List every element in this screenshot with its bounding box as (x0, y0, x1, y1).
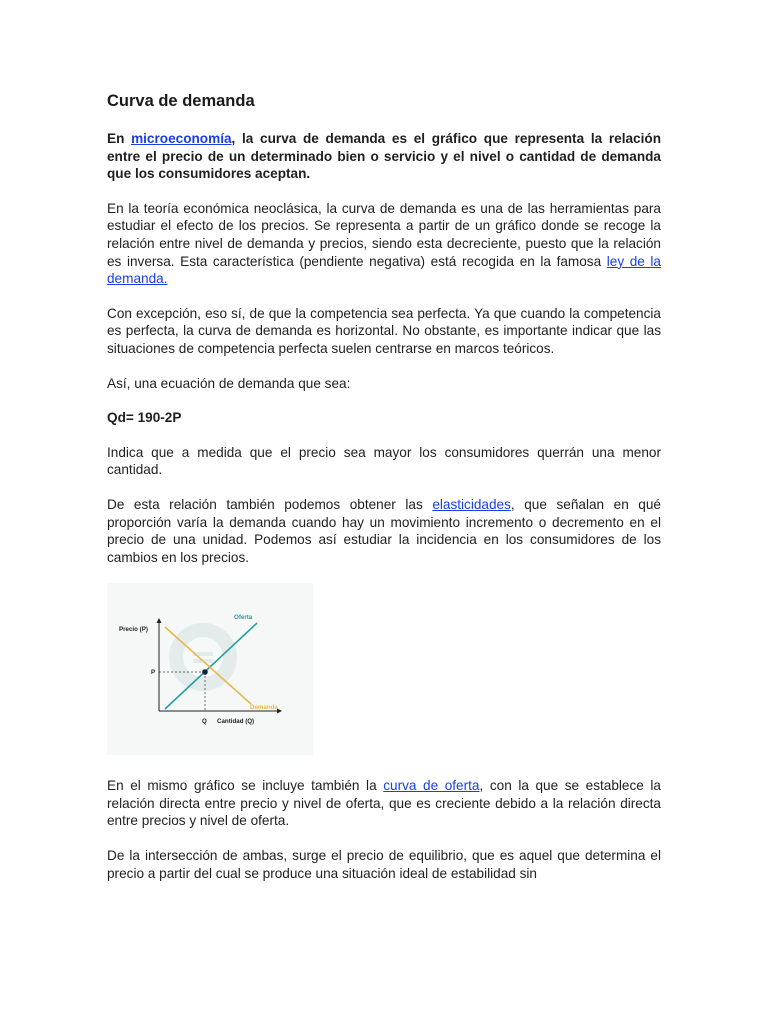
paragraph-oferta (107, 777, 661, 830)
p2-text: En la teoría económica neoclásica, la curva de demanda es una de las herramientas para estudiar el efecto de los precios. Se representa a partir de un gráfico donde se recoge la relación entre nivel de demanda y precios, siendo esta decreciente, puesto que la relación es inversa. Esta característica (pendiente negativa) está recogida en la famosa (107, 200, 661, 269)
paragraph-equilibrio: De la intersección de ambas, surge el precio de equilibrio, que es aquel que determina el precio a partir del cual se produce una situación ideal de estabilidad sin (107, 848, 661, 881)
p7-suffix: , con la que se establece la relación directa entre precio y nivel de oferta, que es creciente debido a la relación directa entre precios y nivel de oferta. (107, 778, 661, 829)
p6-prefix: De esta relación también podemos obtener las (107, 496, 433, 512)
intro-paragraph (107, 130, 661, 183)
supply-demand-chart (107, 583, 313, 755)
x-axis-label: Cantidad (Q) (217, 718, 255, 726)
paragraph-neoclasica (107, 200, 661, 288)
paragraph-indica: Indica que a medida que el precio sea mayor los consumidores querrán una menor cantidad. (107, 444, 661, 478)
ley-demanda-link[interactable]: ley de la demanda. (107, 253, 661, 287)
page-title: Curva de demanda (107, 92, 255, 110)
y-axis-label: Precio (P) (119, 626, 148, 634)
intro-suffix: , la curva de demanda es el gráfico que representa la relación entre el precio de un determinado bien o servicio y el nivel o cantidad de demanda que los consumidores aceptan. (107, 131, 661, 182)
quantity-tick-label: Q (202, 718, 207, 726)
microeconomia-link[interactable]: microeconomía (131, 131, 232, 146)
paragraph-ecuacion-intro: Así, una ecuación de demanda que sea: (107, 375, 351, 391)
equilibrium-point (202, 669, 208, 675)
chart-svg (107, 583, 313, 755)
article (107, 90, 661, 882)
y-axis-arrow-icon (157, 618, 162, 623)
p7-prefix: En el mismo gráfico se incluye también la (107, 778, 384, 794)
intro-prefix: En (107, 131, 132, 146)
watermark-logo (169, 623, 237, 691)
p6-suffix: , que señalan en qué proporción varía la demanda cuando hay un movimiento incremento o decremento en el precio de una unidad. Podemos así estudiar la incidencia en los consumidores de los cambios en los precios. (107, 496, 661, 565)
curva-oferta-link[interactable]: curva de oferta (383, 778, 480, 794)
series-label-demanda: Demanda (250, 704, 278, 712)
demand-equation: Qd= 190-2P (107, 410, 182, 426)
elasticidades-link[interactable]: elasticidades (432, 496, 511, 512)
paragraph-elasticidades (107, 496, 661, 566)
price-tick-label: P (151, 669, 156, 677)
series-label-oferta: Oferta (234, 614, 253, 622)
paragraph-competencia: Con excepción, eso sí, de que la competencia sea perfecta. Ya que cuando la competencia es perfecta, la curva de demanda es horizontal. No obstante, es importante indicar que las situaciones de competencia perfecta suelen centrarse en marcos teóricos. (107, 305, 661, 356)
